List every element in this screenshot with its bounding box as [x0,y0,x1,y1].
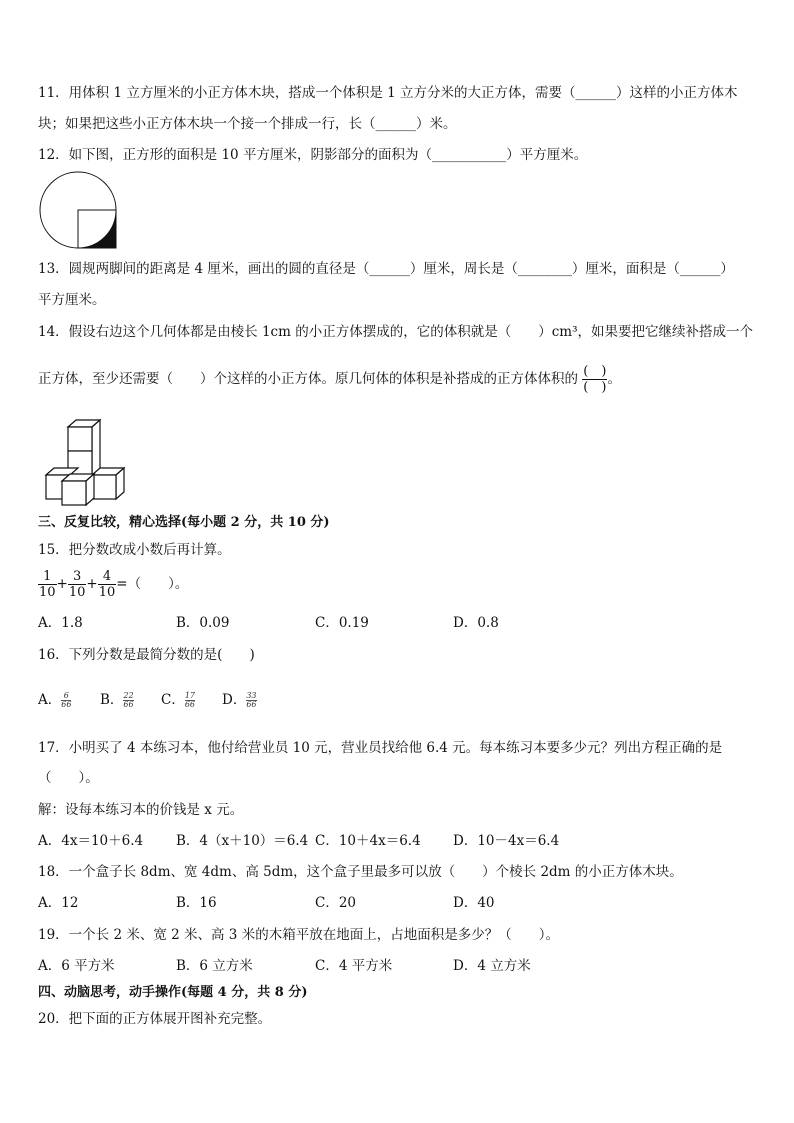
q15-option-c[interactable]: C．0.19 [315,615,369,631]
q17-option-b[interactable]: B．4（x＋10）＝6.4 [176,833,309,849]
q17-option-a[interactable]: A．4x＝10＋6.4 [38,833,144,849]
q18-option-a[interactable]: A．12 [38,895,79,911]
q13-line1: 13．圆规两脚间的距离是 4 厘米，画出的圆的直径是（______）厘米，周长是（________）厘米，面积是（______） [38,261,734,277]
q19-option-c[interactable]: C．4 平方米 [315,958,393,974]
q16-option-a-num: 6 [61,692,71,701]
q13-line2: 平方厘米。 [38,292,106,308]
plus-sign: + [56,576,68,592]
q16-option-c-den: 66 [184,700,196,709]
circle-square-figure [40,172,120,252]
q17-option-d[interactable]: D．10－4x＝6.4 [453,833,560,849]
q16-option-b[interactable] [100,688,134,712]
q15-frac-2-den: 10 [68,585,86,600]
q14-frac-den: ( ) [583,380,607,395]
q14-fraction [582,364,607,395]
q15-option-b[interactable]: B．0.09 [176,615,230,631]
q12-text: 12．如下图，正方形的面积是 10 平方厘米，阴影部分的面积为（___________）平方厘米。 [38,147,588,163]
q14-end: 。 [607,371,621,387]
q15-option-a[interactable]: A．1.8 [38,615,83,631]
q17-line2: （ ）。 [38,770,99,786]
q19-option-b[interactable]: B．6 立方米 [176,958,253,974]
q16-option-c[interactable] [161,688,195,712]
q14-line2 [38,363,621,395]
q16-option-a-label: A． [38,692,62,708]
q15-frac-3-num: 4 [98,569,117,585]
q14-line1: 14．假设右边这个几何体都是由棱长 1cm 的小正方体摆成的，它的体积就是（ ）cm³，如果要把它继续补搭成一个 [38,324,753,340]
q16-option-b-num: 22 [123,691,134,700]
section3-title: 三、反复比较，精心选择(每小题 2 分，共 10 分) [38,515,330,530]
q16-option-c-num: 17 [184,691,196,700]
q16-option-a[interactable] [38,688,71,712]
q16-option-c-frac [185,692,195,709]
cube-stack-figure [44,419,128,505]
q17-line3: 解：设每本练习本的价钱是 x 元。 [38,802,244,818]
q11-line1: 11．用体积 1 立方厘米的小正方体木块，搭成一个体积是 1 立方分米的大正方体，需要（______）这样的小正方体木 [38,85,738,101]
q16-option-d-den: 66 [246,700,257,709]
q16-option-a-frac [61,692,71,709]
q19-text: 19．一个长 2 米、宽 2 米、高 3 米的木箱平放在地面上，占地面积是多少？（ ）。 [38,927,559,943]
q16-option-b-frac [123,692,133,709]
q15-frac-2 [68,569,87,600]
q18-option-d[interactable]: D．40 [453,895,495,911]
q14-frac-num: ( ) [583,364,607,379]
q16-option-b-den: 66 [123,700,134,709]
q15-text: 15．把分数改成小数后再计算。 [38,542,231,558]
q15-frac-3-den: 10 [98,585,116,600]
q16-text: 16．下列分数是最简分数的是( ) [38,647,255,663]
q15-tail: =（ ）。 [116,576,189,592]
q17-line1: 17．小明买了 4 本练习本，他付给营业员 10 元，营业员找给他 6.4 元。每本练习本要多少元？列出方程正确的是 [38,740,723,756]
q15-option-d[interactable]: D．0.8 [453,615,499,631]
q19-option-a[interactable]: A．6 平方米 [38,958,115,974]
q15-frac-3 [98,569,117,600]
q16-option-c-label: C． [161,692,185,708]
q14-line2-text: 正方体，至少还需要（ ）个这样的小正方体。原几何体的体积是补搭成的正方体体积的 [38,371,578,387]
q18-text: 18．一个盒子长 8dm、宽 4dm、高 5dm，这个盒子里最多可以放（ ）个棱长 2dm 的小正方体木块。 [38,864,683,880]
q18-option-b[interactable]: B．16 [176,895,217,911]
q15-frac-1 [38,569,57,600]
section4-title: 四、动脑思考，动手操作(每题 4 分，共 8 分) [38,985,308,1000]
q15-frac-1-num: 1 [38,569,57,585]
q19-option-d[interactable]: D．4 立方米 [453,958,531,974]
q18-option-c[interactable]: C．20 [315,895,357,911]
q15-frac-2-num: 3 [68,569,87,585]
q20-text: 20．把下面的正方体展开图补充完整。 [38,1011,272,1027]
q16-option-d-label: D． [222,692,247,708]
q17-option-c[interactable]: C．10＋4x＝6.4 [315,833,421,849]
q16-option-b-label: B． [100,692,124,708]
q15-frac-1-den: 10 [39,585,56,600]
plus-sign: + [86,576,98,592]
q16-option-a-den: 66 [61,700,72,709]
q15-expression [38,566,188,602]
q16-option-d-frac [246,692,256,709]
q11-line2: 块；如果把这些小正方体木块一个接一个排成一行，长（______）米。 [38,116,457,132]
q16-option-d-num: 33 [246,691,257,700]
q16-option-d[interactable] [222,688,257,712]
